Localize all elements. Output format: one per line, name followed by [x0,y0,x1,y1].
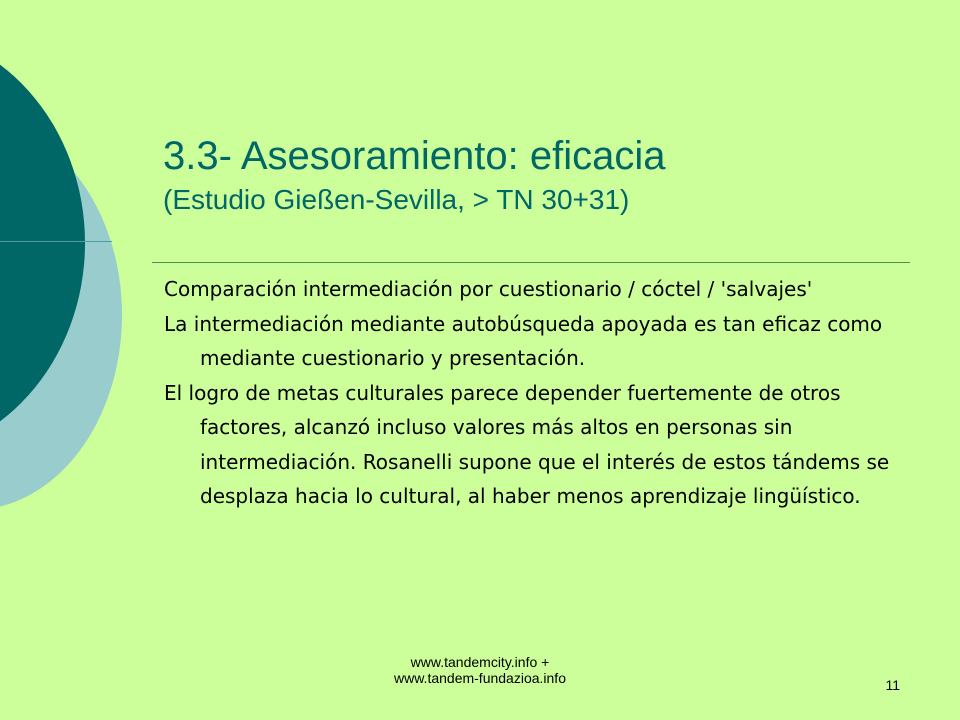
slide-title-main: 3.3- Asesoramiento: eficacia [163,134,666,178]
footer-line-1: www.tandemcity.info + [410,654,550,670]
decorative-divider [0,241,112,242]
body-paragraph: Comparación intermediación por cuestionario / cóctel / 'salvajes' [164,277,813,301]
slide-footer [300,654,660,686]
body-paragraph: La intermediación mediante autobúsqueda apoyada es tan eficaz como mediante cuestionario y presentación. [164,311,883,370]
slide-page-number: 11 [885,677,900,693]
footer-line-2: www.tandem-fundazioa.info [394,670,566,686]
title-divider-line [152,262,910,263]
slide-title [163,130,923,218]
body-paragraph: El logro de metas culturales parece depender fuertemente de otros factores, alcanzó incluso valores más altos en personas sin intermediación. Rosanelli supone que el interés de estos tándems se desplaza hacia lo cultural, al haber menos aprendizaje lingüístico. [164,380,890,508]
slide-subtitle: (Estudio Gießen-Sevilla, > TN 30+31) [163,184,630,215]
slide-body [164,272,899,514]
